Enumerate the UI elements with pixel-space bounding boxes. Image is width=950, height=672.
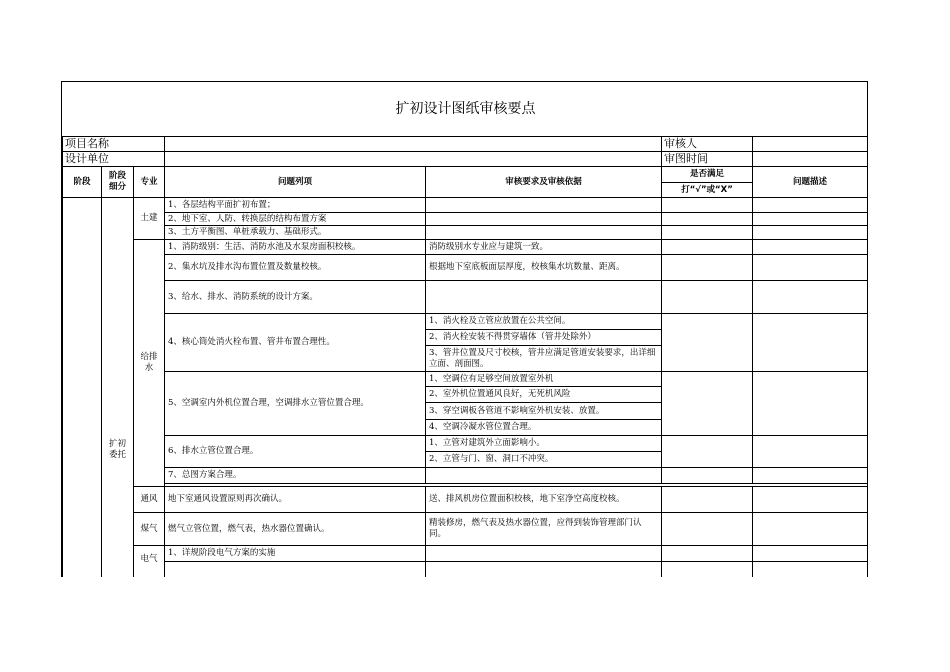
table-row <box>63 240 868 255</box>
plumbing-req-4-1: 1、消火栓及立管应放置在公共空间。 <box>426 314 662 330</box>
plumbing-item-5: 5、空调室内外机位置合理，空调排水立管位置合理。 <box>165 372 426 436</box>
plumbing-req-6-2: 2、立管与门、窗、洞口不冲突。 <box>426 452 662 468</box>
review-sheet <box>61 81 868 577</box>
header-mark: 打“√”或“X” <box>662 183 753 198</box>
satisfied-cell[interactable] <box>662 513 753 546</box>
table-row <box>63 436 868 452</box>
satisfied-cell[interactable] <box>662 255 753 281</box>
discipline-ventilation: 通风 <box>134 487 165 513</box>
header-items: 问题列项 <box>165 167 426 198</box>
description-cell[interactable] <box>753 281 868 314</box>
review-time-value[interactable] <box>753 152 868 167</box>
plumbing-req-5-1: 1、空调位有足够空间放置室外机 <box>426 372 662 387</box>
plumbing-item-2: 2、集水坑及排水沟布置位置及数量校核。 <box>165 255 426 281</box>
header-requirements: 审核要求及审核依据 <box>426 167 662 198</box>
description-cell[interactable] <box>753 513 868 546</box>
reviewer-value[interactable] <box>753 137 868 152</box>
satisfied-cell[interactable] <box>662 281 753 314</box>
reviewer-label: 审核人 <box>662 137 753 152</box>
table-row <box>63 255 868 281</box>
header-satisfied: 是否满足 <box>662 167 753 183</box>
table-row <box>63 372 868 387</box>
ventilation-item: 地下室通风设置原则再次确认。 <box>165 487 426 513</box>
project-name-label: 项目名称 <box>63 137 165 152</box>
gas-item: 燃气立管位置，燃气表，热水器位置确认。 <box>165 513 426 546</box>
description-cell[interactable] <box>753 314 868 372</box>
plumbing-req-5-2: 2、室外机位置通风良好，无死机风险 <box>426 387 662 403</box>
satisfied-cell[interactable] <box>662 546 753 562</box>
header-stage: 阶段 <box>63 167 102 198</box>
discipline-gas: 煤气 <box>134 513 165 546</box>
design-unit-label: 设计单位 <box>63 152 165 167</box>
requirement-cell <box>426 213 662 226</box>
plumbing-item-3: 3、给水、排水、消防系统的设计方案。 <box>165 281 426 314</box>
description-cell[interactable] <box>753 468 868 484</box>
stage-cell <box>63 198 102 578</box>
table-row <box>63 198 868 213</box>
plumbing-item-4: 4、核心筒处消火栓布置、管井布置合理性。 <box>165 314 426 372</box>
substage-cell: 扩初委托 <box>102 198 134 578</box>
requirement-cell <box>426 468 662 484</box>
table-row <box>63 513 868 546</box>
requirement-cell <box>426 198 662 213</box>
satisfied-cell[interactable] <box>662 468 753 484</box>
table-row <box>63 546 868 562</box>
satisfied-cell[interactable] <box>662 226 753 240</box>
description-cell[interactable] <box>753 372 868 436</box>
satisfied-cell[interactable] <box>662 240 753 255</box>
requirement-cell <box>426 281 662 314</box>
requirement-cell <box>426 546 662 562</box>
design-unit-value[interactable] <box>165 152 662 167</box>
description-cell[interactable] <box>753 546 868 562</box>
satisfied-cell[interactable] <box>662 487 753 513</box>
description-cell[interactable] <box>753 198 868 213</box>
satisfied-cell[interactable] <box>662 436 753 468</box>
header-row <box>63 167 868 183</box>
discipline-civil: 土建 <box>134 198 165 240</box>
civil-item-3: 3、土方平衡图、单桩承载力、基础形式。 <box>165 226 426 240</box>
electrical-item-1: 1、详规阶段电气方案的实施 <box>165 546 426 562</box>
requirement-cell <box>426 226 662 240</box>
table-row <box>63 281 868 314</box>
discipline-plumbing: 给排水 <box>134 240 165 487</box>
header-description: 问题描述 <box>753 167 868 198</box>
plumbing-item-7: 7、总图方案合理。 <box>165 468 426 484</box>
description-cell[interactable] <box>753 255 868 281</box>
plumbing-req-5-4: 4、空调冷凝水管位置合理。 <box>426 420 662 436</box>
page-title: 扩初设计图纸审核要点 <box>62 82 868 137</box>
plumbing-req-4-2: 2、消火栓安装不得贯穿墙体（管井处除外） <box>426 330 662 346</box>
plumbing-req-4-3: 3、管井位置及尺寸校核，管井应满足管道安装要求，出详细立面、剖面图。 <box>426 346 662 372</box>
table-row <box>63 314 868 330</box>
ventilation-req: 送、排风机房位置面积校核，地下室净空高度校核。 <box>426 487 662 513</box>
plumbing-req-2: 根据地下室底板面层厚度，校核集水坑数量、距离。 <box>426 255 662 281</box>
plumbing-req-5-3: 3、穿空调板各管道不影响室外机安装、放置。 <box>426 403 662 420</box>
review-table <box>62 136 868 577</box>
project-name-value[interactable] <box>165 137 662 152</box>
review-time-label: 审图时间 <box>662 152 753 167</box>
civil-item-1: 1、各层结构平面扩初布置； <box>165 198 426 213</box>
satisfied-cell[interactable] <box>662 213 753 226</box>
discipline-electrical: 电气 <box>134 546 165 578</box>
civil-item-2: 2、地下室、人防、转换层的结构布置方案 <box>165 213 426 226</box>
plumbing-item-1: 1、消防级别：生活、消防水池及水泵房面积校核。 <box>165 240 426 255</box>
satisfied-cell[interactable] <box>662 314 753 372</box>
plumbing-item-6: 6、排水立管位置合理。 <box>165 436 426 468</box>
header-substage: 阶段细分 <box>102 167 134 198</box>
gas-req: 精装修房，燃气表及热水器位置，应得到装饰管理部门认同。 <box>426 513 662 546</box>
header-discipline: 专业 <box>134 167 165 198</box>
description-cell[interactable] <box>753 436 868 468</box>
description-cell[interactable] <box>753 213 868 226</box>
description-cell[interactable] <box>753 240 868 255</box>
table-row <box>63 226 868 240</box>
description-cell[interactable] <box>753 226 868 240</box>
table-row <box>63 487 868 513</box>
table-row <box>63 213 868 226</box>
design-unit-row <box>63 152 868 167</box>
description-cell[interactable] <box>753 487 868 513</box>
table-row <box>63 468 868 484</box>
satisfied-cell[interactable] <box>662 372 753 436</box>
satisfied-cell[interactable] <box>662 198 753 213</box>
plumbing-req-6-1: 1、立管对建筑外立面影响小。 <box>426 436 662 452</box>
plumbing-req-1: 消防级别水专业应与建筑一致。 <box>426 240 662 255</box>
project-name-row <box>63 137 868 152</box>
